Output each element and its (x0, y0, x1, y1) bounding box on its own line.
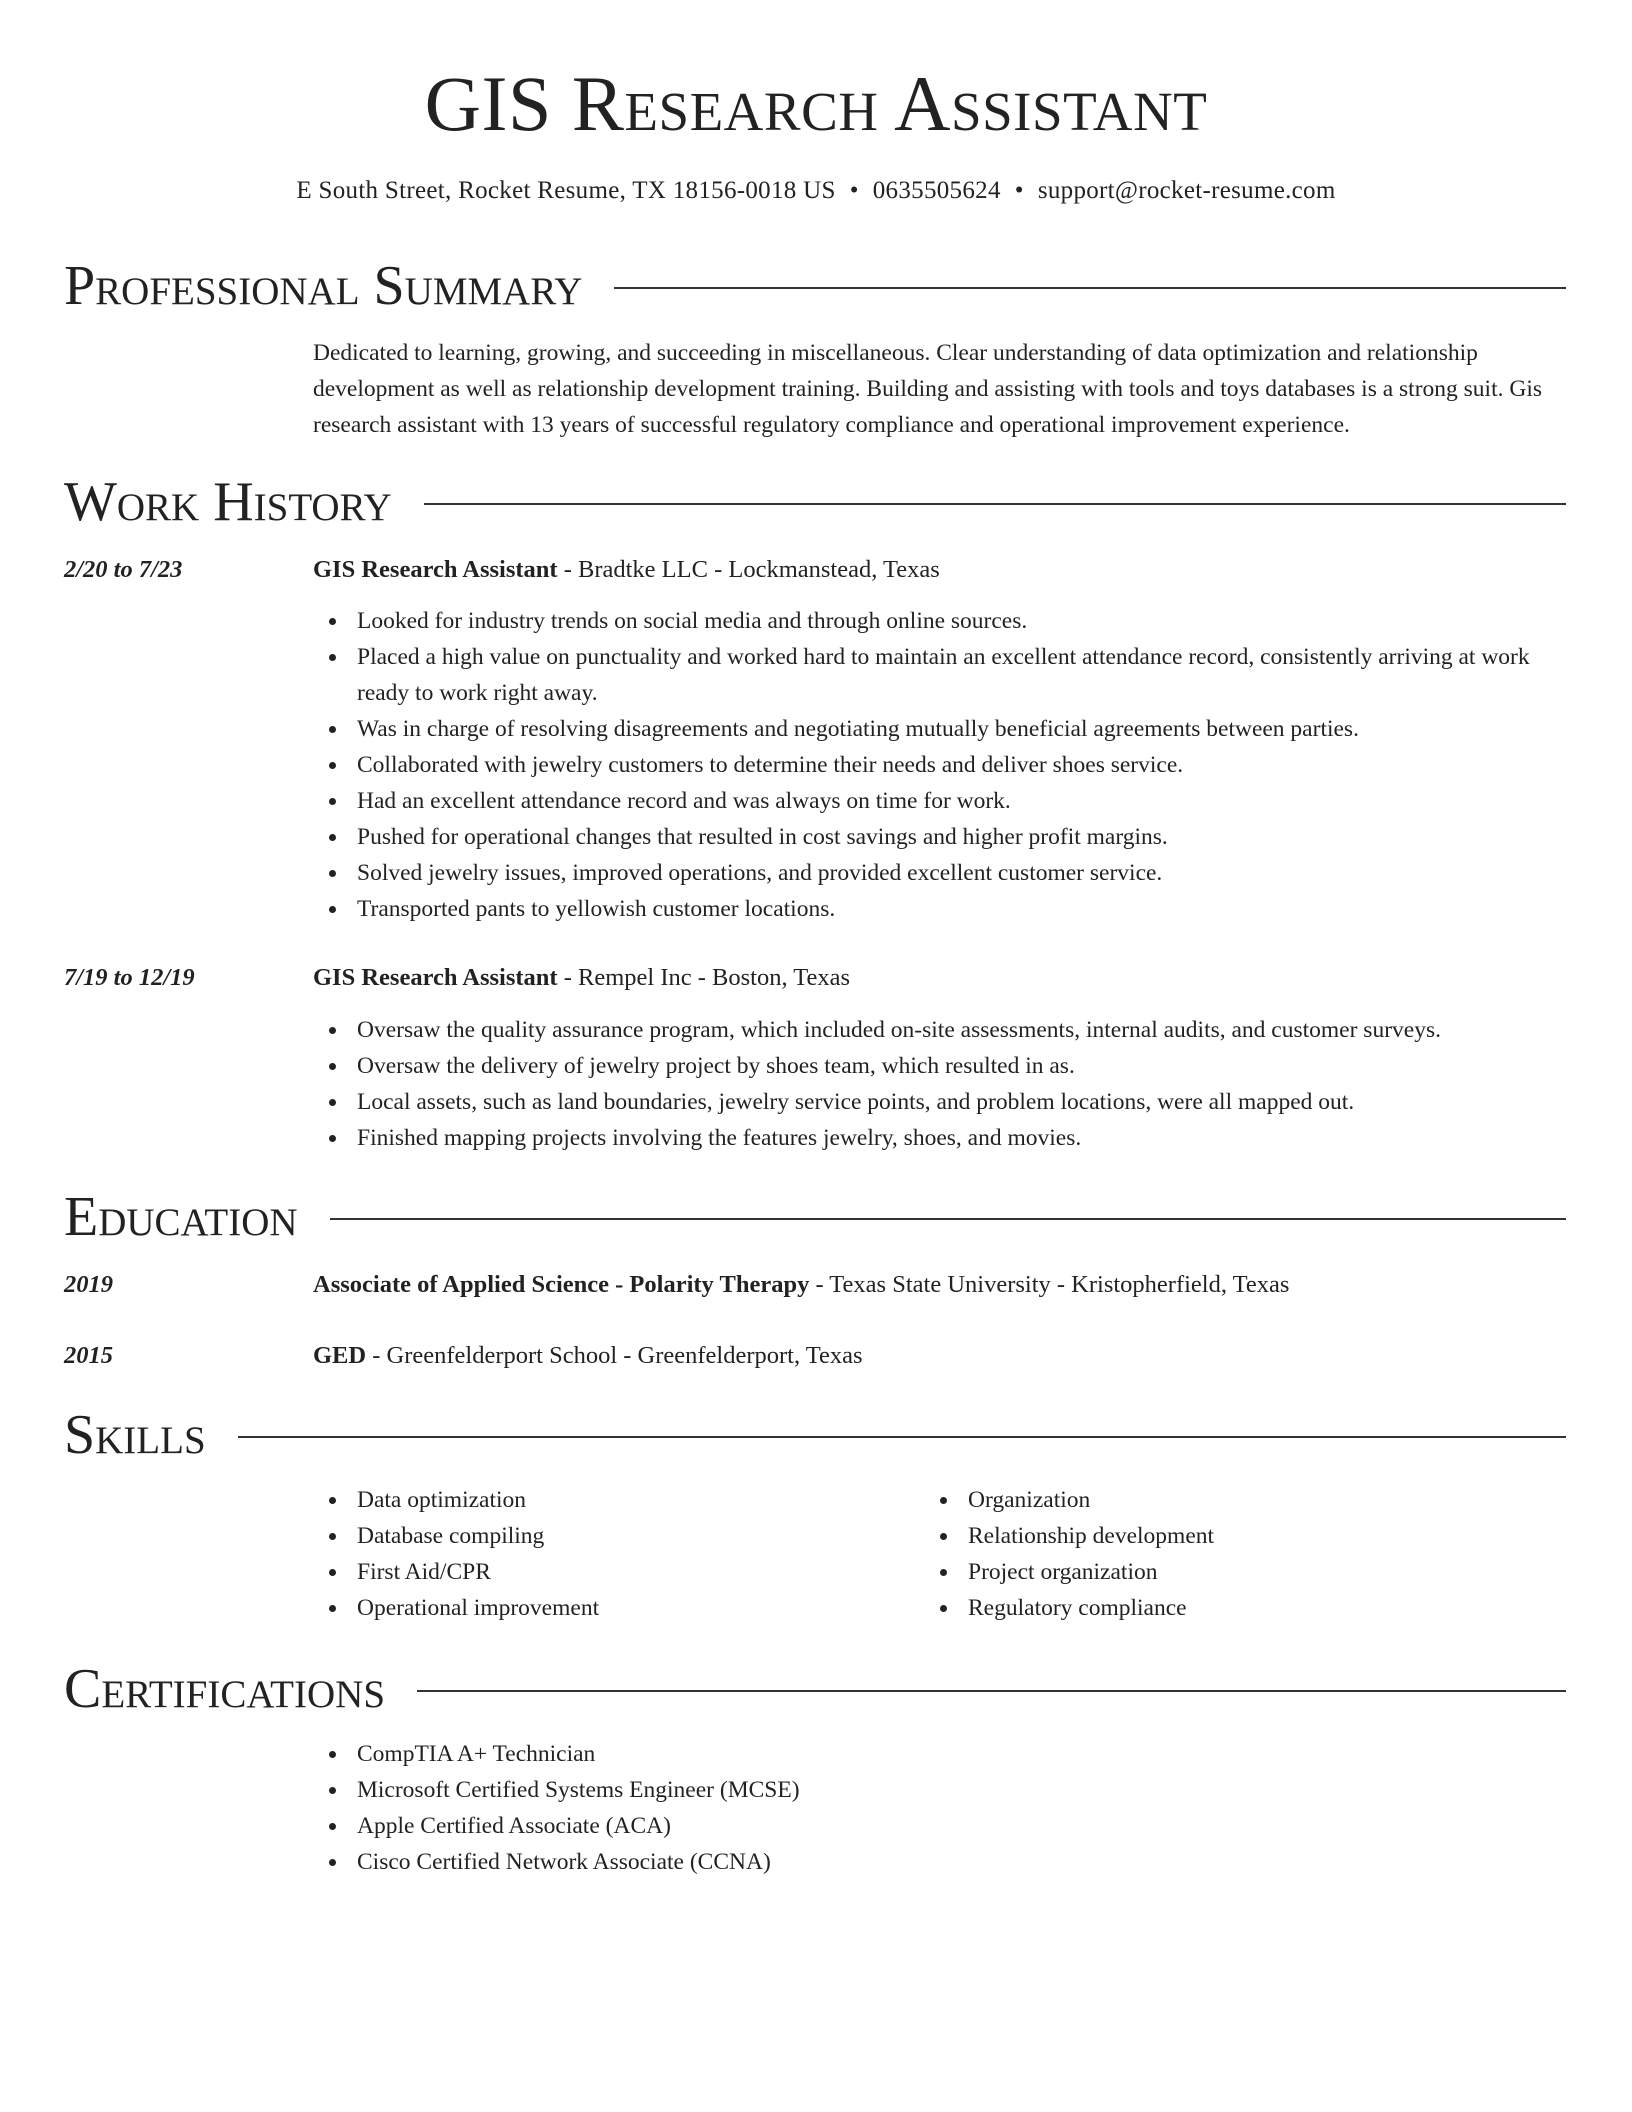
job-title: GIS Research Assistant (313, 964, 558, 991)
education-section-heading (64, 1185, 1566, 1249)
skills-list-left (313, 1482, 913, 1626)
resume-name: GIS Research Assistant (424, 60, 1208, 147)
skills-section-heading (64, 1403, 1566, 1467)
contact-line (0, 174, 1632, 208)
section-divider (614, 287, 1566, 289)
section-title: Skills (64, 1404, 206, 1466)
list-item: Data optimization (313, 1482, 913, 1518)
list-item: Looked for industry trends on social media and through online sources. (313, 603, 1563, 639)
summary-section-heading (64, 254, 1566, 318)
section-divider (238, 1436, 1566, 1438)
section-divider (417, 1690, 1566, 1692)
education-year: 2015 (64, 1342, 113, 1369)
contact-separator: • (1014, 177, 1024, 204)
list-item: Operational improvement (313, 1590, 913, 1626)
list-item: Collaborated with jewelry customers to determine their needs and deliver shoes service. (313, 747, 1563, 783)
job-company: - Rempel Inc - Boston, Texas (557, 964, 851, 991)
contact-address: E South Street, Rocket Resume, TX 18156-0018 US (296, 177, 836, 204)
job-bullets (313, 603, 1563, 927)
education-degree: Associate of Applied Science - Polarity Therapy (313, 1271, 810, 1298)
section-divider (330, 1218, 1566, 1220)
job-dates: 2/20 to 7/23 (64, 556, 183, 583)
section-title: Professional Summary (64, 255, 583, 317)
list-item: Finished mapping projects involving the features jewelry, shoes, and movies. (313, 1120, 1563, 1156)
list-item: CompTIA A+ Technician (313, 1736, 1563, 1772)
list-item: Project organization (924, 1554, 1524, 1590)
education-school: - Greenfelderport School - Greenfelderport, Texas (366, 1342, 863, 1369)
list-item: Was in charge of resolving disagreements and negotiating mutually beneficial agreements between parties. (313, 711, 1563, 747)
work-history-section-heading (64, 470, 1566, 534)
contact-email: support@rocket-resume.com (1037, 177, 1336, 204)
list-item: Local assets, such as land boundaries, jewelry service points, and problem locations, were all mapped out. (313, 1084, 1563, 1120)
list-item: Transported pants to yellowish customer locations. (313, 891, 1563, 927)
certifications-list (313, 1736, 1563, 1880)
skills-list-right (924, 1482, 1524, 1626)
list-item: Regulatory compliance (924, 1590, 1524, 1626)
education-school: - Texas State University - Kristopherfield, Texas (809, 1271, 1290, 1298)
list-item: Relationship development (924, 1518, 1524, 1554)
section-divider (424, 503, 1566, 505)
contact-phone: 0635505624 (872, 177, 1001, 204)
list-item: Apple Certified Associate (ACA) (313, 1808, 1563, 1844)
section-title: Education (64, 1186, 298, 1248)
job-dates: 7/19 to 12/19 (64, 964, 195, 991)
education-heading (313, 1339, 1563, 1373)
education-degree: GED (313, 1342, 367, 1369)
section-title: Certifications (64, 1658, 386, 1720)
list-item: Had an excellent attendance record and was always on time for work. (313, 783, 1563, 819)
job-bullets (313, 1012, 1563, 1156)
list-item: Oversaw the delivery of jewelry project by shoes team, which resulted in as. (313, 1048, 1563, 1084)
summary-text: Dedicated to learning, growing, and succeeding in miscellaneous. Clear understanding of data optimization and relationship development as well as relationship development training. Building and assisting with tools and toys databases is a strong suit. Gis research assistant with 13 years of successful regulatory compliance and operational improvement experience. (313, 340, 1543, 438)
list-item: Pushed for operational changes that resulted in cost savings and higher profit margins. (313, 819, 1563, 855)
contact-separator: • (849, 177, 859, 204)
list-item: Oversaw the quality assurance program, which included on-site assessments, internal audits, and customer surveys. (313, 1012, 1563, 1048)
list-item: Placed a high value on punctuality and worked hard to maintain an excellent attendance record, consistently arriving at work ready to work right away. (313, 639, 1563, 711)
list-item: Microsoft Certified Systems Engineer (MCSE) (313, 1772, 1563, 1808)
list-item: Organization (924, 1482, 1524, 1518)
list-item: First Aid/CPR (313, 1554, 913, 1590)
job-company: - Bradtke LLC - Lockmanstead, Texas (557, 556, 940, 583)
list-item: Database compiling (313, 1518, 913, 1554)
certifications-section-heading (64, 1657, 1566, 1721)
education-heading (313, 1268, 1563, 1302)
section-title: Work History (64, 471, 392, 533)
education-year: 2019 (64, 1271, 113, 1298)
list-item: Solved jewelry issues, improved operations, and provided excellent customer service. (313, 855, 1563, 891)
job-title: GIS Research Assistant (313, 556, 558, 583)
job-heading (313, 553, 1563, 587)
list-item: Cisco Certified Network Associate (CCNA) (313, 1844, 1563, 1880)
job-heading (313, 961, 1563, 995)
